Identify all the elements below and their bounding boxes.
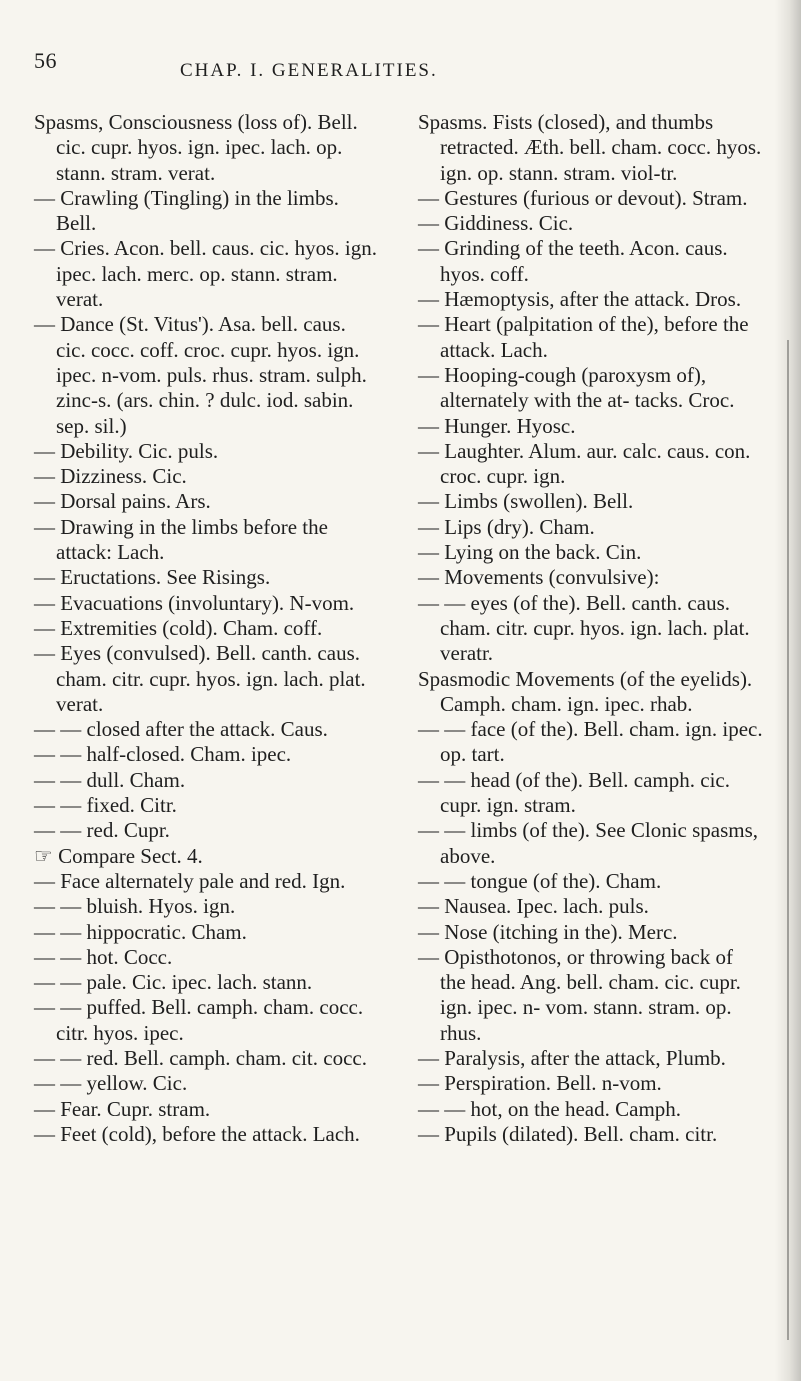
index-entry: — Extremities (cold). Cham. coff. [34,615,323,640]
page-number: 56 [34,48,57,73]
left-column [34,110,379,1147]
index-entry: — Grinding of the teeth. Acon. caus. hyos. coff. [418,236,728,286]
index-entry: — — face (of the). Bell. cham. ign. ipec. op. tart. [418,717,763,767]
running-head: CHAP. I. GENERALITIES. [180,60,438,81]
index-entry: — Nose (itching in the). Merc. [418,919,678,944]
index-entry: — — limbs (of the). See Clonic spasms, above. [418,818,759,868]
index-entry: — — closed after the attack. Caus. [34,717,328,742]
index-entry: — Laughter. Alum. aur. calc. caus. con. croc. cupr. ign. [418,438,751,489]
index-entry: — Limbs (swollen). Bell. [418,489,634,514]
index-entry: — — eyes (of the). Bell. canth. caus. cham. citr. cupr. hyos. ign. lach. plat. veratr. [418,590,750,666]
index-entry: — Eructations. See Risings. [34,565,271,590]
page-edge-line [787,340,789,1340]
index-entry: Spasms, Consciousness (loss of). Bell. cic. cupr. hyos. ign. ipec. lach. op. stann. stram. verat. [34,110,358,185]
index-entry: — Debility. Cic. puls. [34,438,219,463]
index-entry: — — hippocratic. Cham. [34,919,247,944]
index-entry: — Giddiness. Cic. [418,211,574,236]
index-entry: — — red. Bell. camph. cham. cit. cocc. [34,1045,367,1070]
index-entry: — Evacuations (involuntary). N-vom. [34,590,355,615]
index-entry: Spasmodic Movements (of the eyelids). Camph. cham. ign. ipec. rhab. [418,666,753,716]
index-entry: — — puffed. Bell. camph. cham. cocc. citr. hyos. ipec. [34,995,364,1045]
right-column [418,110,763,1147]
index-entry: — — hot. Cocc. [34,944,173,969]
index-entry: — Drawing in the limbs before the attack: Lach. [34,514,328,565]
index-entry: — — head (of the). Bell. camph. cic. cupr. ign. stram. [418,767,730,818]
index-entry: — Dance (St. Vitus'). Asa. bell. caus. cic. cocc. coff. croc. cupr. hyos. ign. ipec. n-vom. puls. rhus. stram. sulph. zinc-s. (ars. chin. ? dulc. iod. sabin. sep. sil.) [34,312,367,438]
index-entry: ☞ Compare Sect. 4. [34,843,203,868]
index-entry: — Opisthotonos, or throwing back of the head. Ang. bell. cham. cic. cupr. ign. ipec. n- vom. stann. stram. op. rhus. [418,944,741,1045]
index-entry: — Gestures (furious or devout). Stram. [418,185,748,210]
index-entry: — Crawling (Tingling) in the limbs. Bell. [34,185,339,236]
index-entry: — Lying on the back. Cin. [418,540,642,565]
index-entry: — — bluish. Hyos. ign. [34,894,236,919]
index-entry: — Movements (convulsive): [418,565,660,590]
index-entry: — Nausea. Ipec. lach. puls. [418,894,649,919]
index-entry: — — red. Cupr. [34,818,170,843]
index-entry: — Cries. Acon. bell. caus. cic. hyos. ign. ipec. lach. merc. op. stann. stram. verat. [34,236,377,312]
index-entry: — — pale. Cic. ipec. lach. stann. [34,970,313,995]
index-entry: — Dorsal pains. Ars. [34,489,211,514]
index-entry: — Lips (dry). Cham. [418,514,595,539]
index-entry: — — half-closed. Cham. ipec. [34,742,292,767]
index-entry: — — tongue (of the). Cham. [418,868,662,893]
index-entry: — — yellow. Cic. [34,1071,188,1096]
index-entry: — — hot, on the head. Camph. [418,1096,682,1121]
index-entry: — Eyes (convulsed). Bell. canth. caus. cham. citr. cupr. hyos. ign. lach. plat. verat. [34,641,366,716]
index-entry: — Heart (palpitation of the), before the attack. Lach. [418,312,749,362]
index-entry: — Hooping-cough (paroxysm of), alternately with the at- tacks. Croc. [418,362,735,413]
index-entry: — Face alternately pale and red. Ign. [34,868,346,893]
index-entry: — Perspiration. Bell. n-vom. [418,1071,662,1096]
index-entry: Spasms. Fists (closed), and thumbs retracted. Æth. bell. cham. cocc. hyos. ign. op. stann. stram. viol-tr. [418,110,762,185]
index-entry: — — dull. Cham. [34,767,186,792]
index-entry: — Paralysis, after the attack, Plumb. [418,1045,726,1070]
index-entry: — Hæmoptysis, after the attack. Dros. [418,287,742,312]
index-entry: — — fixed. Citr. [34,793,177,818]
index-entry: — Hunger. Hyosc. [418,413,576,438]
index-entry: — Dizziness. Cic. [34,464,187,489]
index-entry: — Fear. Cupr. stram. [34,1096,211,1121]
index-entry: — Feet (cold), before the attack. Lach. [34,1121,360,1146]
index-entry: — Pupils (dilated). Bell. cham. citr. [418,1121,718,1146]
